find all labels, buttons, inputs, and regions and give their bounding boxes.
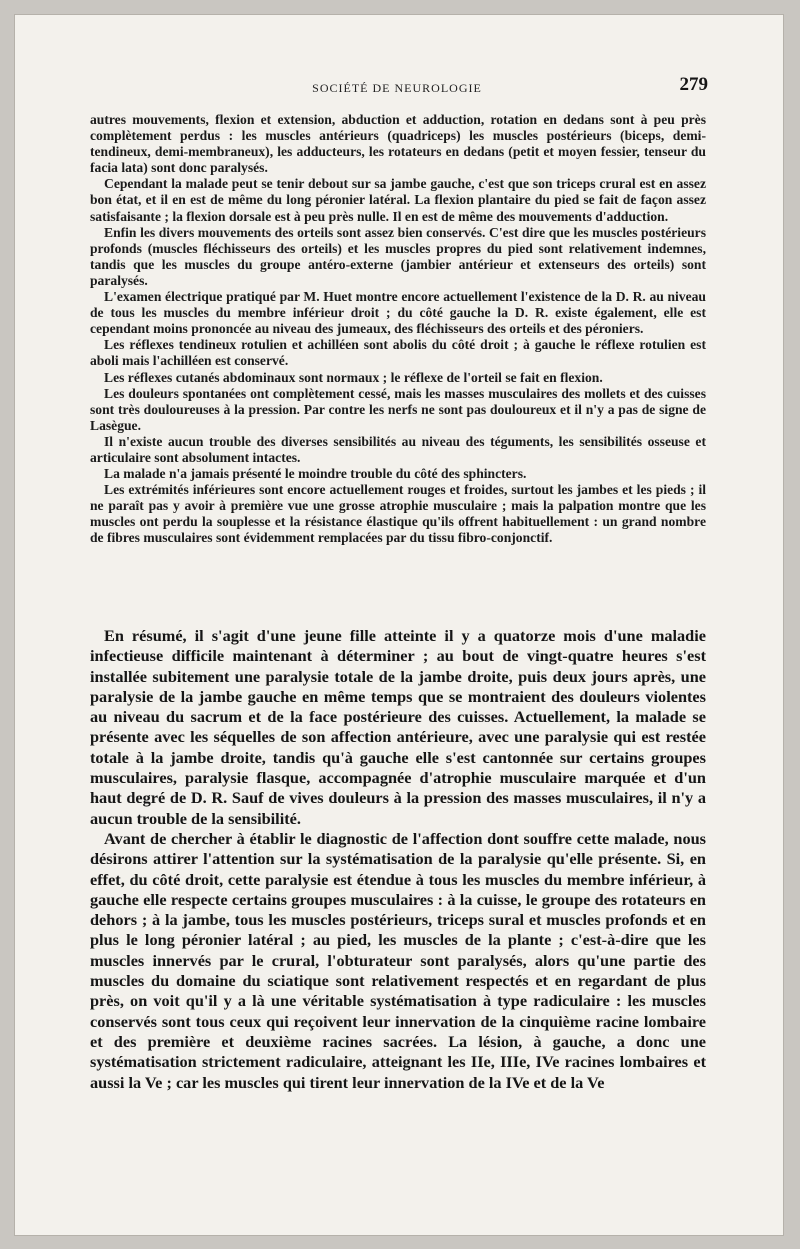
paragraph: autres mouvements, flexion et extension, abduction et adduction, rotation en dedans sont à peu près complètement perdus : les muscles antérieurs (quadriceps) les muscles postérieurs (biceps, demi-tendineux, demi-membraneux), les adducteurs, les rotateurs en dedans (petit et moyen fessier, tenseur du facia lata) sont donc paralysés. bbox=[90, 112, 706, 176]
paragraph: Les réflexes cutanés abdominaux sont normaux ; le réflexe de l'orteil se fait en flexion. bbox=[104, 369, 603, 385]
discussion-body-text bbox=[90, 626, 706, 1093]
paragraph: En résumé, il s'agit d'une jeune fille atteinte il y a quatorze mois d'une maladie infectieuse difficile maintenant à déterminer ; au bout de vingt-quatre heures s'est installée subitement une paralysie totale de la jambe droite, puis deux jours après, une paralysie de la jambe gauche en même temps que se montraient des douleurs violentes au niveau du sacrum et de la face postérieure des cuisses. Actuellement, la malade se présente avec les séquelles de son affection antérieure, avec une paralysie qui est restée totale à la jambe droite, tandis qu'à gauche elle s'est cantonnée sur certains groupes musculaires, paralysie flasque, accompagnée d'atrophie musculaire marquée et d'un haut degré de D. R. Sauf de vives douleurs à la pression des masses musculaires, il n'y a aucun trouble de la sensibilité. bbox=[90, 626, 706, 828]
paragraph: Enfin les divers mouvements des orteils sont assez bien conservés. C'est dire que les muscles postérieurs profonds (muscles fléchisseurs des orteils) et les muscles propres du pied sont relativement indemnes, tandis que les muscles du groupe antéro-externe (jambier antérieur et extenseurs des orteils) sont paralysés. bbox=[90, 224, 706, 288]
case-report-small-print bbox=[90, 112, 706, 547]
paragraph: Les réflexes tendineux rotulien et achilléen sont abolis du côté droit ; à gauche le réflexe rotulien est aboli mais l'achilléen est conservé. bbox=[90, 337, 706, 369]
page-number: 279 bbox=[679, 74, 708, 95]
book-page bbox=[14, 14, 784, 1236]
paragraph: L'examen électrique pratiqué par M. Huet montre encore actuellement l'existence de la D. R. au niveau de tous les muscles du membre inférieur droit ; du côté gauche la D. R. existe également, elle est cependant moins prononcée au niveau des jumeaux, des fléchisseurs des orteils et des péroniers. bbox=[90, 289, 706, 337]
running-head-title: SOCIÉTÉ DE NEUROLOGIE bbox=[312, 81, 482, 95]
paragraph: Il n'existe aucun trouble des diverses sensibilités au niveau des téguments, les sensibilités osseuse et articulaire sont absolument intactes. bbox=[90, 433, 706, 465]
paragraph: Avant de chercher à établir le diagnostic de l'affection dont souffre cette malade, nous désirons attirer l'attention sur la systématisation de la paralysie qu'elle présente. Si, en effet, du côté droit, cette paralysie est étendue à tous les muscles du membre inférieur, à gauche elle respecte certains groupes musculaires : à la cuisse, le groupe des rotateurs en dehors ; à la jambe, tous les muscles postérieurs, triceps sural et muscles profonds et en plus le long péronier latéral ; au pied, les muscles de la plante ; c'est-à-dire que les muscles innervés par le crural, l'obturateur sont paralysés, alors qu'une partie des muscles du domaine du sciatique sont relativement respectés et en regardant de plus près, on voit qu'il y a là une véritable systématisation à type radiculaire : les muscles conservés sont tous ceux qui reçoivent leur innervation de la cinquième racine lombaire et des première et deuxième racines sacrées. La lésion, à gauche, a donc une systématisation strictement radiculaire, atteignant les IIe, IIIe, IVe racines lombaires et aussi la Ve ; car les muscles qui tirent leur innervation de la IVe et de la Ve bbox=[90, 828, 706, 1092]
paragraph: Cependant la malade peut se tenir debout sur sa jambe gauche, c'est que son triceps crural est en assez bon état, et il en est de même du long péronier latéral. La flexion plantaire du pied se fait de façon assez satisfaisante ; la flexion dorsale est à peu près nulle. Il en est de même des mouvements d'adduction. bbox=[90, 176, 706, 224]
paragraph: Les extrémités inférieures sont encore actuellement rouges et froides, surtout les jambes et les pieds ; il ne paraît pas y avoir à première vue une grosse atrophie musculaire ; mais la palpation montre que les muscles ont perdu la souplesse et la résistance élastique qu'ils offrent habituellement : un grand nombre de fibres musculaires sont évidemment remplacées par du tissu fibro-conjonctif. bbox=[90, 482, 706, 546]
paragraph: Les douleurs spontanées ont complètement cessé, mais les masses musculaires des mollets et des cuisses sont très douloureuses à la pression. Par contre les nerfs ne sont pas douloureux et il n'y a pas de signe de Lasègue. bbox=[90, 385, 706, 433]
paragraph: La malade n'a jamais présenté le moindre trouble du côté des sphincters. bbox=[104, 466, 527, 482]
running-head bbox=[86, 67, 708, 97]
